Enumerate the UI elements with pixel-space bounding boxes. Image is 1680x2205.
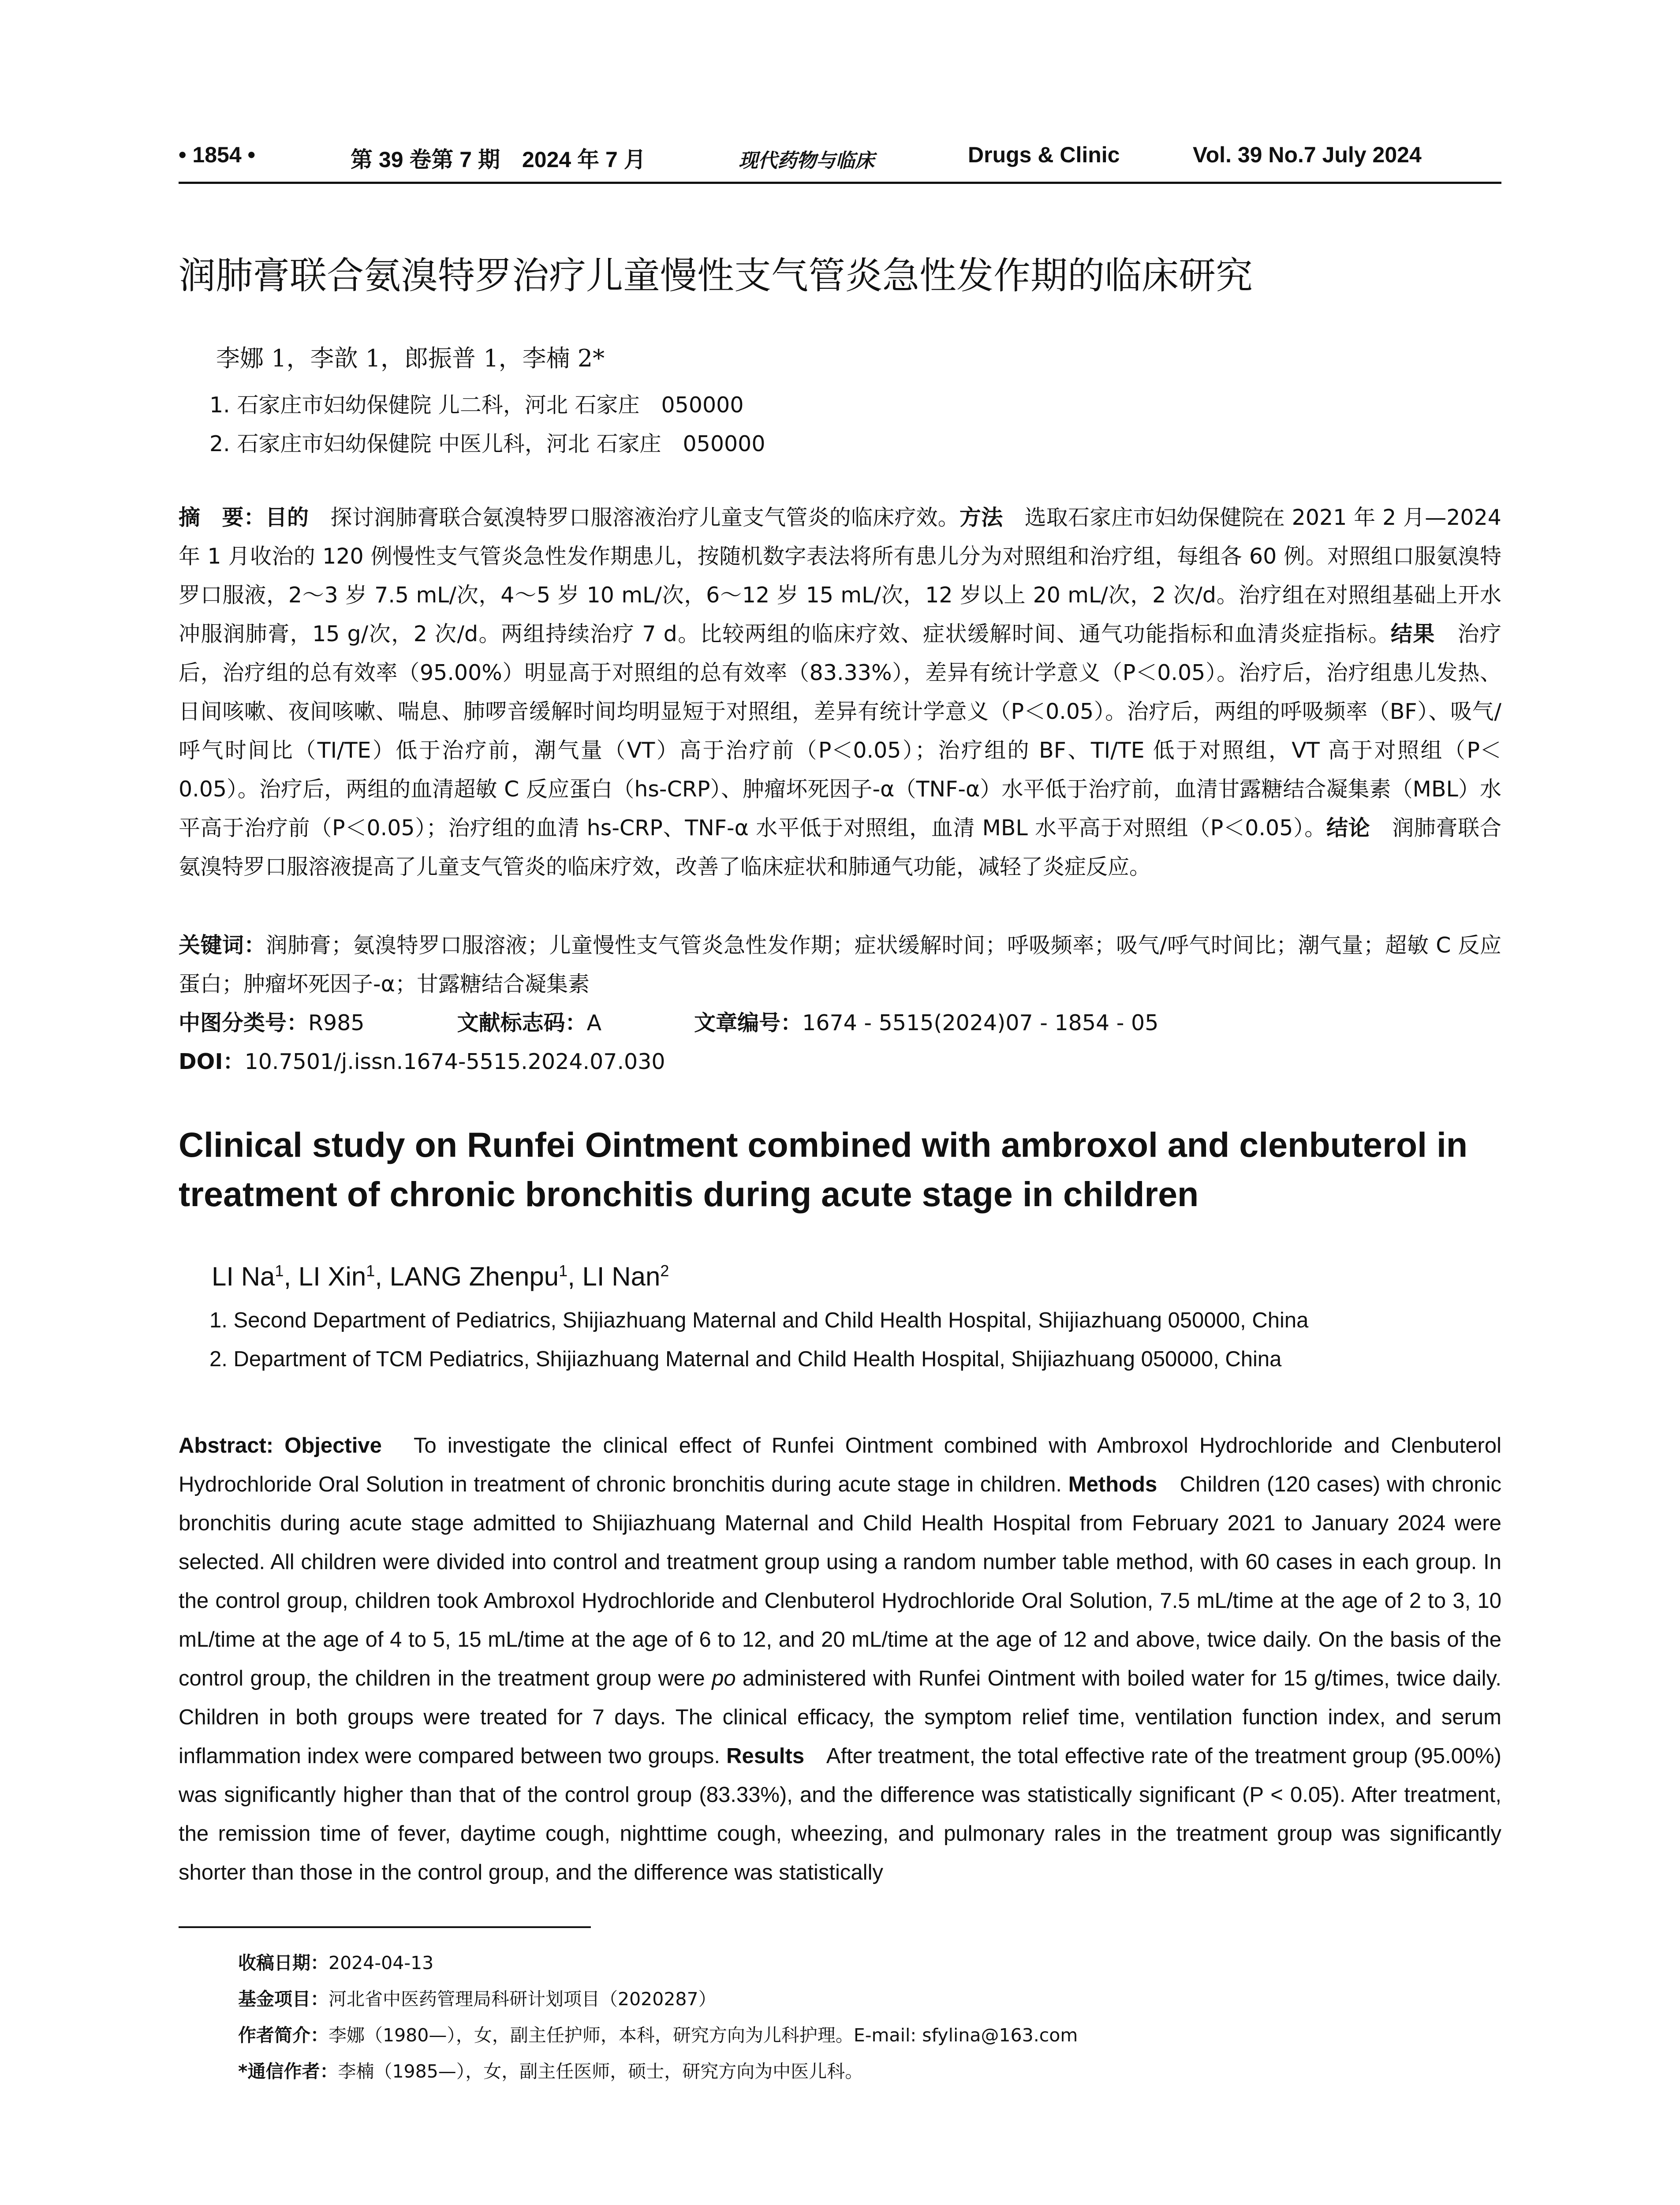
page-number: • 1854 • — [179, 142, 256, 167]
conclusion-label-cn: 结论 — [1326, 815, 1370, 841]
chinese-title: 润肺膏联合氨溴特罗治疗儿童慢性支气管炎急性发作期的临床研究 — [179, 254, 1253, 297]
abstract-label-cn: 摘 要： — [179, 505, 265, 530]
chinese-affiliation-1: 1. 石家庄市妇幼保健院 儿二科，河北 石家庄 050000 — [209, 392, 744, 418]
methods-text-en-cont: administered with Runfei Ointment with boiled water for 15 g/times, twice daily. Children in both groups were treated for 7 days. The clinical efficacy, the symptom relief time, ventilation function index, and serum inflammation index were compared between two groups. — [179, 1667, 1501, 1768]
chinese-authors: 李娜 1，李歆 1，郎振普 1，李楠 2* — [216, 344, 605, 372]
bio-label: 作者简介： — [238, 2025, 329, 2046]
issue-en: Vol. 39 No.7 July 2024 — [1193, 142, 1422, 167]
english-abstract — [179, 1426, 1501, 1892]
article-id-value: 1674 - 5515(2024)07 - 1854 - 05 — [802, 1010, 1159, 1035]
author-affiliation-mark: 1 — [559, 1262, 568, 1280]
fund-text: 河北省中医药管理局科研计划项目（2020287） — [329, 1988, 717, 2010]
author-name: LI Na — [212, 1262, 275, 1291]
po-term: po — [712, 1667, 736, 1690]
author-separator: , — [375, 1262, 390, 1291]
methods-text-cn: 选取石家庄市妇幼保健院在 2021 年 2 月—2024 年 1 月收治的 120 例慢性支气管炎急性发作期患儿，按随机数字表法将所有患儿分为对照组和治疗组，每组各 60 例。对照组口服氨溴特罗口服液，2～3 岁 7.5 mL/次，4～5 岁 10 mL/次，6～12 岁 15 mL/次，12 岁以上 20 mL/次，2 次/d。治疗组在对照组基础上开水冲服润肺膏，15 g/次，2 次/d。两组持续治疗 7 d。比较两组的临床疗效、症状缓解时间、通气功能指标和血清炎症指标。 — [179, 505, 1501, 647]
corresponding-label: *通信作者： — [238, 2061, 338, 2082]
footnote-corresponding — [238, 2057, 863, 2083]
author-affiliation-mark: 1 — [275, 1262, 284, 1280]
results-text-cn: 治疗后，治疗组的总有效率（95.00%）明显高于对照组的总有效率（83.33%），差异有统计学意义（P＜0.05）。治疗后，治疗组患儿发热、日间咳嗽、夜间咳嗽、喘息、肺啰音缓解时间均明显短于对照组，差异有统计学意义（P＜0.05）。治疗后，两组的呼吸频率（BF）、吸气/呼气时间比（TI/TE）低于治疗前，潮气量（VT）高于治疗前（P＜0.05）；治疗组的 BF、TI/TE 低于对照组，VT 高于对照组（P＜0.05）。治疗后，两组的血清超敏 C 反应蛋白（hs-CRP）、肿瘤坏死因子-α（TNF-α）水平低于治疗前，血清甘露糖结合凝集素（MBL）水平高于治疗前（P＜0.05）；治疗组的血清 hs-CRP、TNF-α 水平低于对照组，血清 MBL 水平高于对照组（P＜0.05）。 — [179, 621, 1501, 841]
results-label-cn: 结果 — [1390, 621, 1435, 647]
methods-label-cn: 方法 — [959, 505, 1003, 530]
classification-line — [179, 1004, 1158, 1043]
keywords-label: 关键词： — [179, 933, 266, 958]
article-id-label: 文章编号： — [694, 1010, 803, 1035]
english-title: Clinical study on Runfei Ointment combined with ambroxol and clenbuterol in treatment of chronic bronchitis during acute stage in children — [179, 1125, 1468, 1214]
bio-text: 李娜（1980—），女，副主任护师，本科，研究方向为儿科护理。E-mail: sfylina@163.com — [329, 2025, 1078, 2046]
doi-label: DOI： — [179, 1049, 245, 1074]
conclusion-text-cn: 润肺膏联合氨溴特罗口服溶液提高了儿童支气管炎的临床疗效，改善了临床症状和肺通气功能，减轻了炎症反应。 — [179, 815, 1501, 879]
doc-code-label: 文献标志码： — [457, 1010, 587, 1035]
objective-text-cn: 探讨润肺膏联合氨溴特罗口服溶液治疗儿童支气管炎的临床疗效。 — [309, 505, 959, 530]
methods-label-en: Methods — [1068, 1472, 1157, 1496]
footnote-fund — [238, 1984, 717, 2011]
doc-code-value: A — [586, 1010, 602, 1035]
english-authors — [212, 1261, 669, 1292]
corresponding-text: 李楠（1985—），女，副主任医师，硕士，研究方向为中医儿科。 — [338, 2061, 863, 2082]
footnote-received — [238, 1948, 433, 1974]
author-separator: , — [284, 1262, 299, 1291]
objective-text-en: To investigate the clinical effect of Runfei Ointment combined with Ambroxol Hydrochloride and Clenbuterol Hydrochloride Oral Solution in treatment of chronic bronchitis during acute stage in children. — [179, 1434, 1501, 1496]
author-separator: , — [567, 1262, 582, 1291]
results-label-en: Results — [726, 1744, 805, 1768]
chinese-affiliation-2: 2. 石家庄市妇幼保健院 中医儿科，河北 石家庄 050000 — [209, 431, 765, 456]
journal-name-cn: 现代药物与临床 — [739, 149, 874, 172]
results-text-en: After treatment, the total effective rate of the treatment group (95.00%) was significantly higher than that of the control group (83.33%), and the difference was statistically significant (P < 0.05). After treatment, the remission time of fever, daytime cough, nighttime cough, wheezing, and pulmonary rales in the treatment group was significantly shorter than those in the control group, and the difference was statistically — [179, 1744, 1501, 1884]
keywords-text: 润肺膏；氨溴特罗口服溶液；儿童慢性支气管炎急性发作期；症状缓解时间；呼吸频率；吸气/呼气时间比；潮气量；超敏 C 反应蛋白；肿瘤坏死因子-α；甘露糖结合凝集素 — [179, 933, 1501, 997]
running-header — [179, 138, 1501, 184]
clc-value: R985 — [308, 1010, 365, 1035]
clc-label: 中图分类号： — [179, 1010, 309, 1035]
doi-line — [179, 1043, 665, 1081]
footnote-author-bio — [238, 2021, 1078, 2047]
author-name: LI Nan — [582, 1262, 661, 1291]
methods-text-en: Children (120 cases) with chronic bronchitis during acute stage admitted to Shijiazhuang Maternal and Child Health Hospital from February 2021 to January 2024 were selected. All children were divided into control and treatment group using a random number table method, with 60 cases in each group. In the control group, children took Ambroxol Hydrochloride and Clenbuterol Hydrochloride Oral Solution, 7.5 mL/time at the age of 2 to 3, 10 mL/time at the age of 4 to 5, 15 mL/time at the age of 6 to 12, and 20 mL/time at the age of 12 and above, twice daily. On the basis of the control group, the children in the treatment group were — [179, 1472, 1501, 1690]
footnote-rule — [179, 1926, 591, 1928]
author-affiliation-mark: 1 — [366, 1262, 375, 1280]
chinese-abstract — [179, 498, 1501, 886]
abstract-label-en: Abstract: Objective — [179, 1434, 382, 1458]
keywords — [179, 926, 1501, 1004]
issue-cn: 第 39 卷第 7 期 2024 年 7 月 — [351, 147, 646, 172]
objective-label-cn: 目的 — [265, 505, 309, 530]
english-affiliation-1: 1. Second Department of Pediatrics, Shijiazhuang Maternal and Child Health Hospital, Shijiazhuang 050000, China — [209, 1308, 1309, 1332]
journal-name-en: Drugs & Clinic — [968, 142, 1120, 167]
author-name: LI Xin — [298, 1262, 366, 1291]
received-label: 收稿日期： — [238, 1952, 329, 1973]
author-name: LANG Zhenpu — [389, 1262, 559, 1291]
doi-link[interactable]: 10.7501/j.issn.1674-5515.2024.07.030 — [244, 1049, 665, 1074]
english-affiliation-2: 2. Department of TCM Pediatrics, Shijiazhuang Maternal and Child Health Hospital, Shijiazhuang 050000, China — [209, 1347, 1282, 1371]
fund-label: 基金项目： — [238, 1988, 329, 2010]
received-date: 2024-04-13 — [329, 1952, 434, 1973]
author-affiliation-mark: 2 — [660, 1262, 669, 1280]
